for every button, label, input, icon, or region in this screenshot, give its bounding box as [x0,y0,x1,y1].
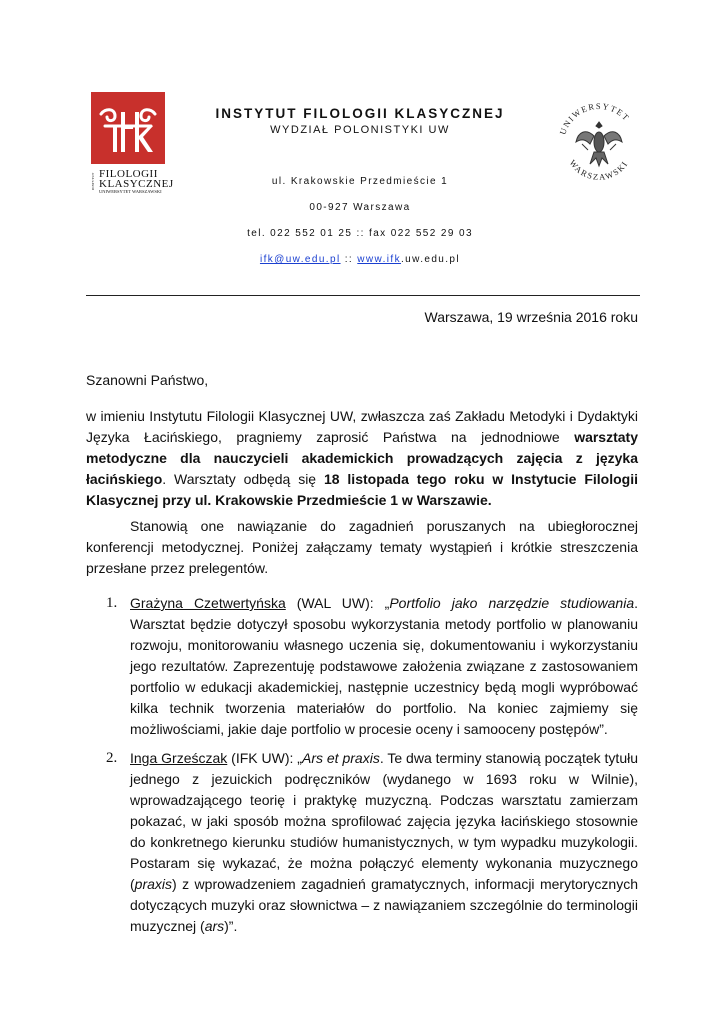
phone-line: tel. 022 552 01 25 :: fax 022 552 29 03 [247,228,473,239]
seal-bottom-text: WARSZAWSKI [567,157,630,182]
p1-text-c: . Warsztaty odbędą się [162,471,324,487]
greeting: Szanowni Państwo, [86,372,209,388]
speaker-name: Inga Grześczak [130,750,228,766]
address-line-1: ul. Krakowskie Przedmieście 1 [271,176,449,187]
p1-bold-date-place: 18 listopada tego roku w Instytucie Filologii Klasycznej przy ul. Krakowskie Przedmieście 1 w Warszawie. [86,471,638,508]
website-link[interactable]: www.ifk [357,254,401,265]
email-link[interactable]: ifk@uw.edu.pl [259,254,341,265]
talk-abstract-a: . Te dwa terminy stanowią początek tytułu jednego z jezuickich podręczników (wydanego w 1693 roku w Wilnie), wprowadzającego teorię i praktykę muzyczną. Podczas warsztatu zamierzam pokazać, w jaki sposób można sprofilować zajęcia języka łacińskiego stosownie do konkretnego kierunku studiów humanistycznych, w tym wypadku muzykologii. Postaram się wykazać, że można połączyć elementy wykonania muzycznego ( [130,750,639,892]
talk-abstract-c: )”. [224,918,238,934]
talk-title: Ars et praxis [301,750,380,766]
list-item-text [130,748,638,937]
talk-abstract-b: ) z wprowadzeniem zagadnień gramatycznych, informacji merytorycznych dotyczących muzyki oraz słownictwa – z nawiązaniem szczególnie do terminologii muzycznej ( [130,876,638,934]
list-item-number: 2. [106,750,118,766]
talk-title: Portfolio jako narzędzie studiowania [389,595,635,611]
header-divider [86,295,640,296]
institute-title: INSTYTUT FILOLOGII KLASYCZNEJ [215,106,505,121]
faculty-subtitle: WYDZIAŁ POLONISTYKI UW [270,124,450,136]
contact-line [180,254,540,265]
term-praxis: praxis [134,876,173,892]
speaker-affiliation: (WAL UW): „ [285,595,390,611]
logo-caption-line2: KLASYCZNEJ [99,178,174,190]
eagle-seal-icon [556,92,642,188]
university-seal [556,92,642,188]
logo-caption-line1: FILOLOGII [99,168,158,180]
ifk-logo-mark [91,92,165,164]
invitation-paragraph [86,406,638,511]
svg-text:UNIWERSYTET [557,101,631,136]
speaker-affiliation: (IFK UW): „ [227,750,302,766]
website-domain: .uw.edu.pl [400,254,461,265]
ifk-logo [91,92,174,198]
list-item-text [130,593,638,740]
address-line-2: 00-927 Warszawa [309,202,411,213]
p1-text-a: w imieniu Instytutu Filologii Klasycznej UW, zwłaszcza zaś Zakładu Metodyki i Dydaktyki Języka Łacińskiego, pragniemy zaprosić Państwa na jednodniowe [86,408,638,445]
seal-top-text: UNIWERSYTET [557,100,632,136]
contact-separator: :: [340,254,358,265]
letter-date: Warszawa, 19 września 2016 roku [424,309,638,325]
list-item-number: 1. [106,595,118,611]
logo-caption-vertical: INSTYTUT [91,172,95,190]
term-ars: ars [204,918,225,934]
ifk-logo-symbol-icon [91,92,165,164]
p1-bold-workshops: warsztaty metodyczne dla nauczycieli akademickich prowadzących zajęcia z języka łacińskiego [86,429,638,487]
topics-paragraph: Stanowią one nawiązanie do zagadnień poruszanych na ubiegłorocznej konferencji metodycznej. Poniżej załączamy tematy wystąpień i krótkie streszczenia przesłane przez prelegentów. [86,518,638,576]
talk-abstract: . Warsztat będzie dotyczył sposobu wykorzystania metody portfolio w planowaniu rozwoju, monitorowaniu własnego uczenia się, dokumentowaniu i wykorzystaniu jego rezultatów. Zaprezentuję podstawowe założenia związane z zastosowaniem portfolio w edukacji akademickiej, następnie uczestnicy będą mogli wypróbować kilka technik tworzenia materiałów do portfolio. Na koniec zajmiemy się możliwościami, jakie daje portfolio w procesie oceny i samooceny postępów”. [130,595,639,737]
logo-caption-line3: UNIWERSYTET WARSZAWSKI [99,189,162,194]
speaker-name: Grażyna Czetwertyńska [130,595,286,611]
